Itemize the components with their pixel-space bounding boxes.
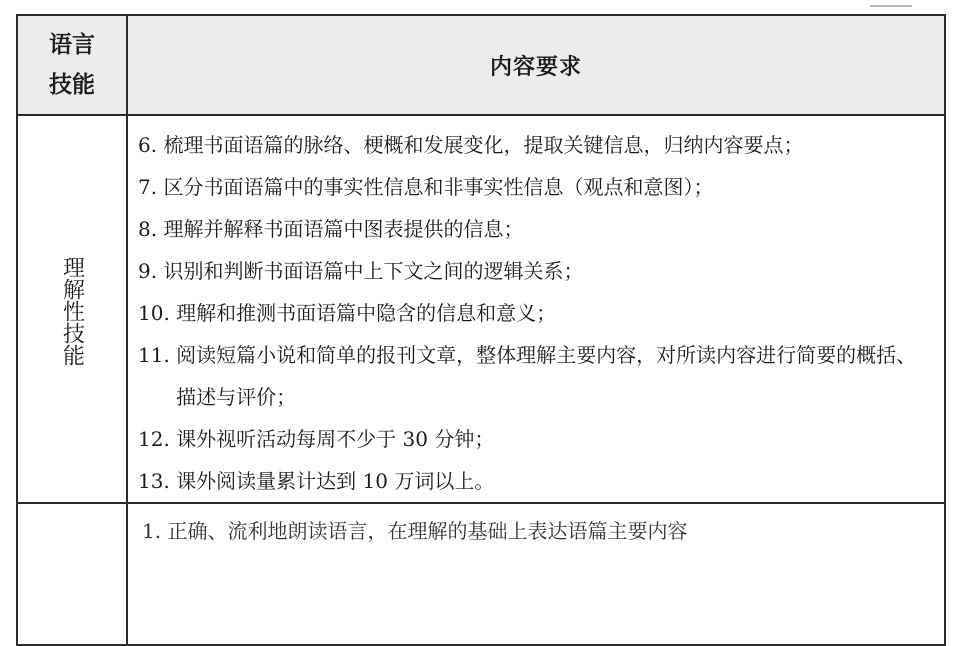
list-item bbox=[138, 208, 940, 250]
list-item bbox=[138, 292, 940, 334]
header-skill-line1: 语言 bbox=[49, 32, 95, 58]
item-text: 梳理书面语篇的脉络、梗概和发展变化，提取关键信息，归纳内容要点； bbox=[163, 133, 804, 157]
header-content-label: 内容要求 bbox=[489, 54, 582, 80]
category-label: 理解性技能 bbox=[59, 256, 85, 366]
item-number: 13. bbox=[138, 469, 177, 493]
item-text: 阅读短篇小说和简单的报刊文章，整体理解主要内容，对所读内容进行简要的概括、描述与评价； bbox=[176, 343, 917, 409]
item-text: 识别和判断书面语篇中上下文之间的逻辑关系； bbox=[163, 259, 584, 283]
table-row-next bbox=[17, 503, 945, 645]
list-item bbox=[138, 124, 940, 166]
header-skill-line2: 技能 bbox=[49, 72, 95, 98]
table-row bbox=[17, 115, 945, 503]
table-header-row bbox=[17, 15, 945, 115]
header-content-cell bbox=[127, 15, 945, 115]
item-number: 8. bbox=[138, 217, 164, 241]
list-item bbox=[138, 166, 940, 208]
item-text: 区分书面语篇中的事实性信息和非事实性信息（观点和意图）； bbox=[163, 175, 714, 199]
next-row-partial-text: 1. 正确、流利地朗读语言，在理解的基础上表达语篇主要内容 bbox=[142, 519, 688, 543]
item-text: 课外阅读量累计达到 10 万词以上。 bbox=[176, 469, 495, 493]
content-cell bbox=[127, 115, 945, 503]
list-item bbox=[138, 418, 940, 460]
list-item bbox=[138, 460, 940, 502]
content-list bbox=[128, 116, 944, 502]
item-number: 10. bbox=[138, 301, 177, 325]
item-number: 9. bbox=[138, 259, 164, 283]
item-number: 12. bbox=[138, 427, 177, 451]
header-skill-cell bbox=[17, 15, 127, 115]
page-edge-mark bbox=[870, 0, 912, 7]
list-item bbox=[138, 250, 940, 292]
item-number: 6. bbox=[138, 133, 164, 157]
item-text: 课外视听活动每周不少于 30 分钟； bbox=[176, 427, 495, 451]
category-cell bbox=[17, 115, 127, 503]
item-number: 7. bbox=[138, 175, 164, 199]
curriculum-table bbox=[16, 14, 946, 646]
item-number: 11. bbox=[138, 343, 177, 367]
item-text: 理解并解释书面语篇中图表提供的信息； bbox=[163, 217, 524, 241]
list-item bbox=[138, 334, 940, 418]
next-category-cell bbox=[17, 503, 127, 645]
next-content-cell bbox=[127, 503, 945, 645]
item-text: 理解和推测书面语篇中隐含的信息和意义； bbox=[176, 301, 557, 325]
